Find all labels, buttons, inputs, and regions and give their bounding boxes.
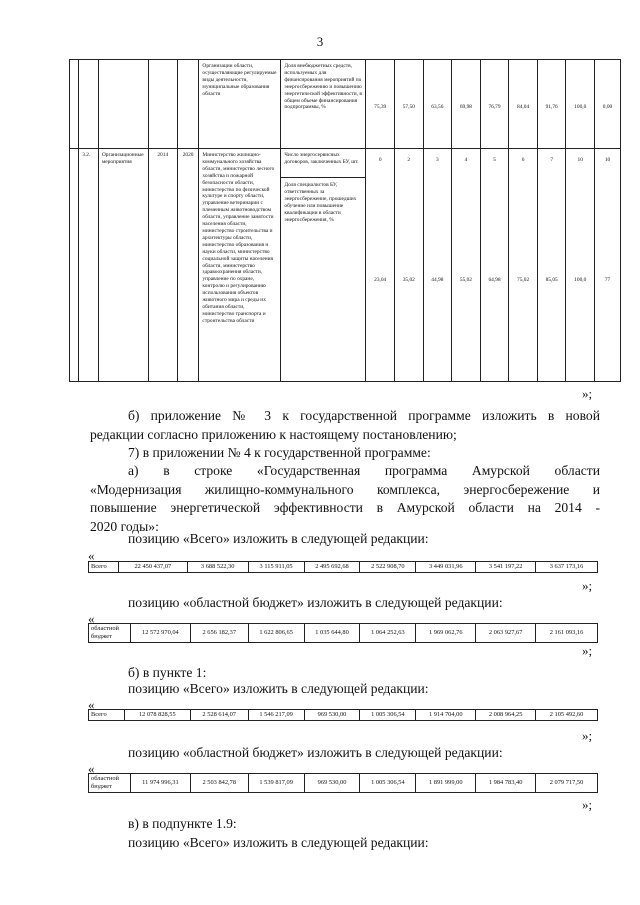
strip-cell: 2 656 182,37: [190, 624, 248, 643]
position-vsego: позицию «Всего» изложить в следующей редакции:: [128, 835, 429, 850]
strip-cell: 3 541 197,22: [476, 562, 536, 573]
value-cell: 76,79: [488, 104, 501, 110]
indicator-cell: Число энергосервисных договоров, заключенных БУ, шт.: [284, 152, 359, 165]
strip-cell: 2 008 964,25: [476, 710, 536, 721]
end-quote: »;: [582, 386, 593, 401]
paragraph-b-punkt: б) в пункте 1:: [128, 665, 207, 680]
position-vsego: позицию «Всего» изложить в следующей редакции:: [128, 681, 429, 696]
strip-cell: 12 078 828,55: [124, 710, 190, 721]
strip-oblastnoy: [88, 623, 598, 643]
paragraph-a-cont: повышение энергетической эффективности в Амурской области на 2014 -: [90, 500, 600, 515]
strip-oblastnoy-p1: [88, 773, 598, 793]
strip-vsego-p1: [88, 709, 598, 721]
strip-cell: 2 063 927,67: [476, 624, 536, 643]
strip-cell: 1 064 252,63: [360, 624, 416, 643]
value-cell: 63,56: [431, 104, 444, 110]
strip-cell: Всего: [89, 562, 119, 573]
strip-cell: областной бюджет: [89, 774, 131, 793]
position-oblastnoy: позицию «областной бюджет» изложить в следующей редакции:: [128, 745, 503, 760]
strip-cell: 969 530,00: [304, 774, 360, 793]
position-vsego: позицию «Всего» изложить в следующей редакции:: [128, 531, 429, 546]
indicator-cell: Доля внебюджетных средств, используемых для финансирования мероприятий по энергосбережению и повышению энергетической эффективности, в общем объеме финансирования подпрограммы, %: [284, 63, 362, 111]
start-year: 2014: [157, 152, 169, 158]
strip-cell: 2 161 093,16: [536, 624, 598, 643]
value-cell: 100,0: [574, 104, 587, 110]
value-cell: 10: [604, 157, 611, 163]
performer-cell: Организации области, осуществляющие регулируемые виды деятельности, муниципальные образования области: [202, 63, 277, 97]
strip-cell: 1 891 999,00: [416, 774, 476, 793]
end-year: 2020: [182, 152, 194, 158]
open-quote: «: [88, 761, 95, 776]
value-cell: 64,98: [488, 277, 501, 283]
strip-cell: 2 105 492,60: [536, 710, 598, 721]
value-cell: 35,02: [402, 277, 415, 283]
paragraph-v: в) в подпункте 1.9:: [128, 816, 237, 831]
strip-cell: 11 974 996,31: [130, 774, 190, 793]
paragraph-b: б) приложение № 3 к государственной программе изложить в новой: [128, 408, 600, 423]
strip-cell: 3 115 911,05: [248, 562, 304, 573]
strip-cell: 3 449 031,96: [416, 562, 476, 573]
end-quote: »;: [582, 578, 593, 593]
strip-cell: 22 450 437,07: [118, 562, 187, 573]
strip-cell: 1 005 306,54: [360, 774, 416, 793]
value-cell: 100,0: [574, 277, 587, 283]
end-quote: »;: [582, 728, 593, 743]
table-row: [70, 149, 621, 382]
value-cell: 75,39: [374, 104, 387, 110]
strip-cell: 2 503 842,78: [190, 774, 248, 793]
value-cell: 57,50: [402, 104, 415, 110]
strip-cell: 1 984 783,40: [476, 774, 536, 793]
event-name: Организационные мероприятия: [101, 152, 144, 165]
strip-cell: 12 572 970,04: [130, 624, 190, 643]
paragraph-a-cont: «Модернизация жилищно-коммунального комплекса, энергосбережение и: [90, 482, 600, 497]
strip-cell: 1 914 704,00: [416, 710, 476, 721]
strip-cell: 1 035 644,80: [304, 624, 360, 643]
value-cell: 84,04: [517, 104, 530, 110]
strip-cell: 1 622 806,65: [248, 624, 304, 643]
value-cell: 23,04: [374, 277, 387, 283]
value-cell: 77: [604, 277, 611, 283]
strip-cell: 1 539 817,09: [248, 774, 304, 793]
strip-cell: 2 079 717,50: [536, 774, 598, 793]
value-cell: 3: [436, 157, 439, 163]
strip-cell: 3 688 522,30: [187, 562, 248, 573]
strip-cell: Всего: [89, 710, 125, 721]
strip-cell: 3 637 173,16: [536, 562, 598, 573]
paragraph-a: а) в строке «Государственная программа Амурской области: [128, 463, 600, 478]
open-quote: «: [88, 548, 95, 563]
value-cell: 4: [464, 157, 468, 163]
strip-cell: 1 969 062,76: [416, 624, 476, 643]
performer-cell: Министерство жилищно-коммунального хозяйства области, министерство лесного хозяйства и пожарной безопасности области, министерство по физической культуре и спорту области, управление ветеринарии с племенным животноводством области, управление занятости населения области, министерство строительства и архитектуры области, министерство образования и науки области, министерство социальной защиты населения области, министерство здравоохранения области, управление по охране, контролю и регулированию использования объектов животного мира и среды их обитания области, министерство транспорта и строительства области: [202, 152, 275, 324]
value-cell: 6: [521, 157, 525, 163]
value-cell: 7: [550, 157, 554, 163]
table-row: [70, 60, 621, 149]
end-quote: »;: [582, 797, 593, 812]
value-cell: 69,98: [459, 104, 472, 110]
value-cell: 0,00: [602, 104, 613, 110]
value-cell: 10: [577, 157, 583, 163]
value-cell: 75,02: [517, 277, 530, 283]
value-cell: 0: [378, 157, 382, 163]
paragraph-b-cont: редакции согласно приложению к настоящему постановлению;: [90, 427, 457, 442]
open-quote: «: [88, 611, 95, 626]
strip-cell: 2 528 614,07: [190, 710, 248, 721]
strip-cell: областной бюджет: [89, 624, 131, 643]
value-cell: 85,05: [545, 277, 558, 283]
program-table: [69, 59, 621, 382]
value-cell: 5: [493, 157, 496, 163]
strip-cell: 2 495 692,68: [304, 562, 360, 573]
paragraph-7: 7) в приложении № 4 к государственной программе:: [128, 445, 431, 460]
paragraph-a-cont: 2020 годы»:: [90, 519, 159, 534]
position-oblastnoy: позицию «областной бюджет» изложить в следующей редакции:: [128, 595, 503, 610]
value-cell: 2: [407, 157, 411, 163]
open-quote: «: [88, 697, 95, 712]
value-cell: 44,98: [431, 277, 444, 283]
strip-cell: 1 546 217,09: [248, 710, 304, 721]
strip-cell: 969 530,00: [304, 710, 360, 721]
row-number: 3.2.: [82, 152, 91, 158]
page-number: 3: [316, 34, 324, 49]
indicator-cell: Доля специалистов БУ, ответственных за энергосбережение, прошедших обучение или повышение квалификации в области энергосбережения, %: [284, 182, 357, 223]
strip-vsego: [88, 561, 598, 573]
value-cell: 55,02: [459, 277, 472, 283]
end-quote: »;: [582, 643, 593, 658]
strip-cell: 2 522 908,70: [360, 562, 416, 573]
value-cell: 91,76: [545, 104, 558, 110]
strip-cell: 1 005 306,54: [360, 710, 416, 721]
